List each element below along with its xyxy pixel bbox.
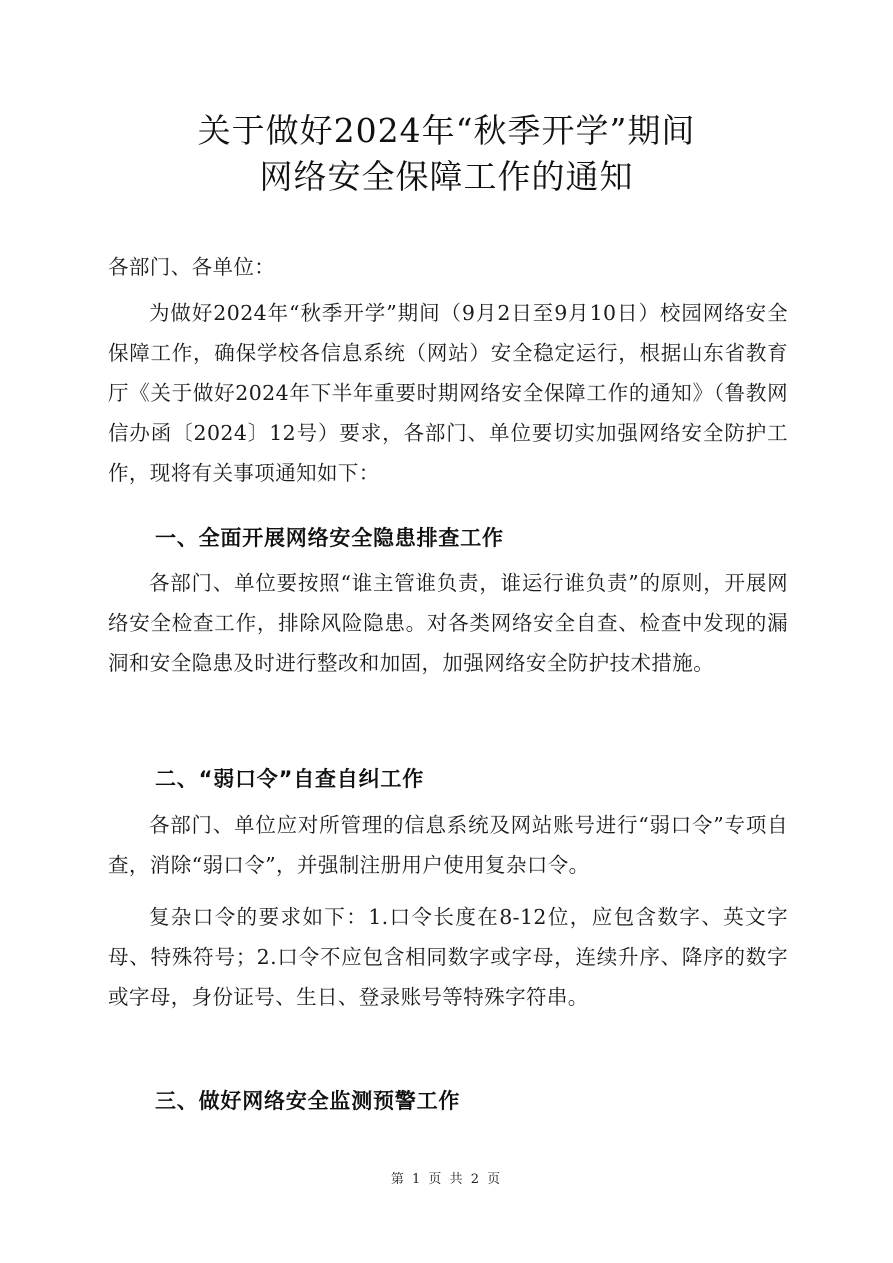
salutation: 各部门、各单位： (108, 255, 276, 279)
intro-paragraph: 为做好2024年“秋季开学”期间（9月2日至9月10日）校园网络安全保障工作，确保学校各信息系统（网站）安全稳定运行，根据山东省教育厅《关于做好2024年下半年重要时期网络安全保障工作的通知》（鲁教网信办函〔2024〕12号）要求，各部门、单位要切实加强网络安全防护工作，现将有关事项通知如下： (108, 301, 788, 485)
document-title-line-2: 网络安全保障工作的通知 (259, 157, 634, 196)
section-3-heading: 三、做好网络安全监测预警工作 (155, 1089, 461, 1113)
section-1-heading: 一、全面开展网络安全隐患排查工作 (155, 526, 504, 550)
section-2-paragraph-2: 复杂口令的要求如下：1.口令长度在8-12位，应包含数字、英文字母、特殊符号；2.口令不应包含相同数字或字母，连续升序、降序的数字或字母，身份证号、生日、登录账号等特殊字符串。 (108, 905, 788, 1009)
section-2-heading: 二、“弱口令”自查自纠工作 (155, 767, 425, 791)
section-1-paragraph-1: 各部门、单位要按照“谁主管谁负责，谁运行谁负责”的原则，开展网络安全检查工作，排除风险隐患。对各类网络安全自查、检查中发现的漏洞和安全隐患及时进行整改和加固，加强网络安全防护技术措施。 (108, 571, 788, 675)
section-2-paragraph-1: 各部门、单位应对所管理的信息系统及网站账号进行“弱口令”专项自查，消除“弱口令”，并强制注册用户使用复杂口令。 (108, 813, 788, 877)
document-title-line-1: 关于做好2024年“秋季开学”期间 (197, 111, 696, 150)
page-footer: 第 1 页 共 2 页 (390, 1172, 503, 1187)
